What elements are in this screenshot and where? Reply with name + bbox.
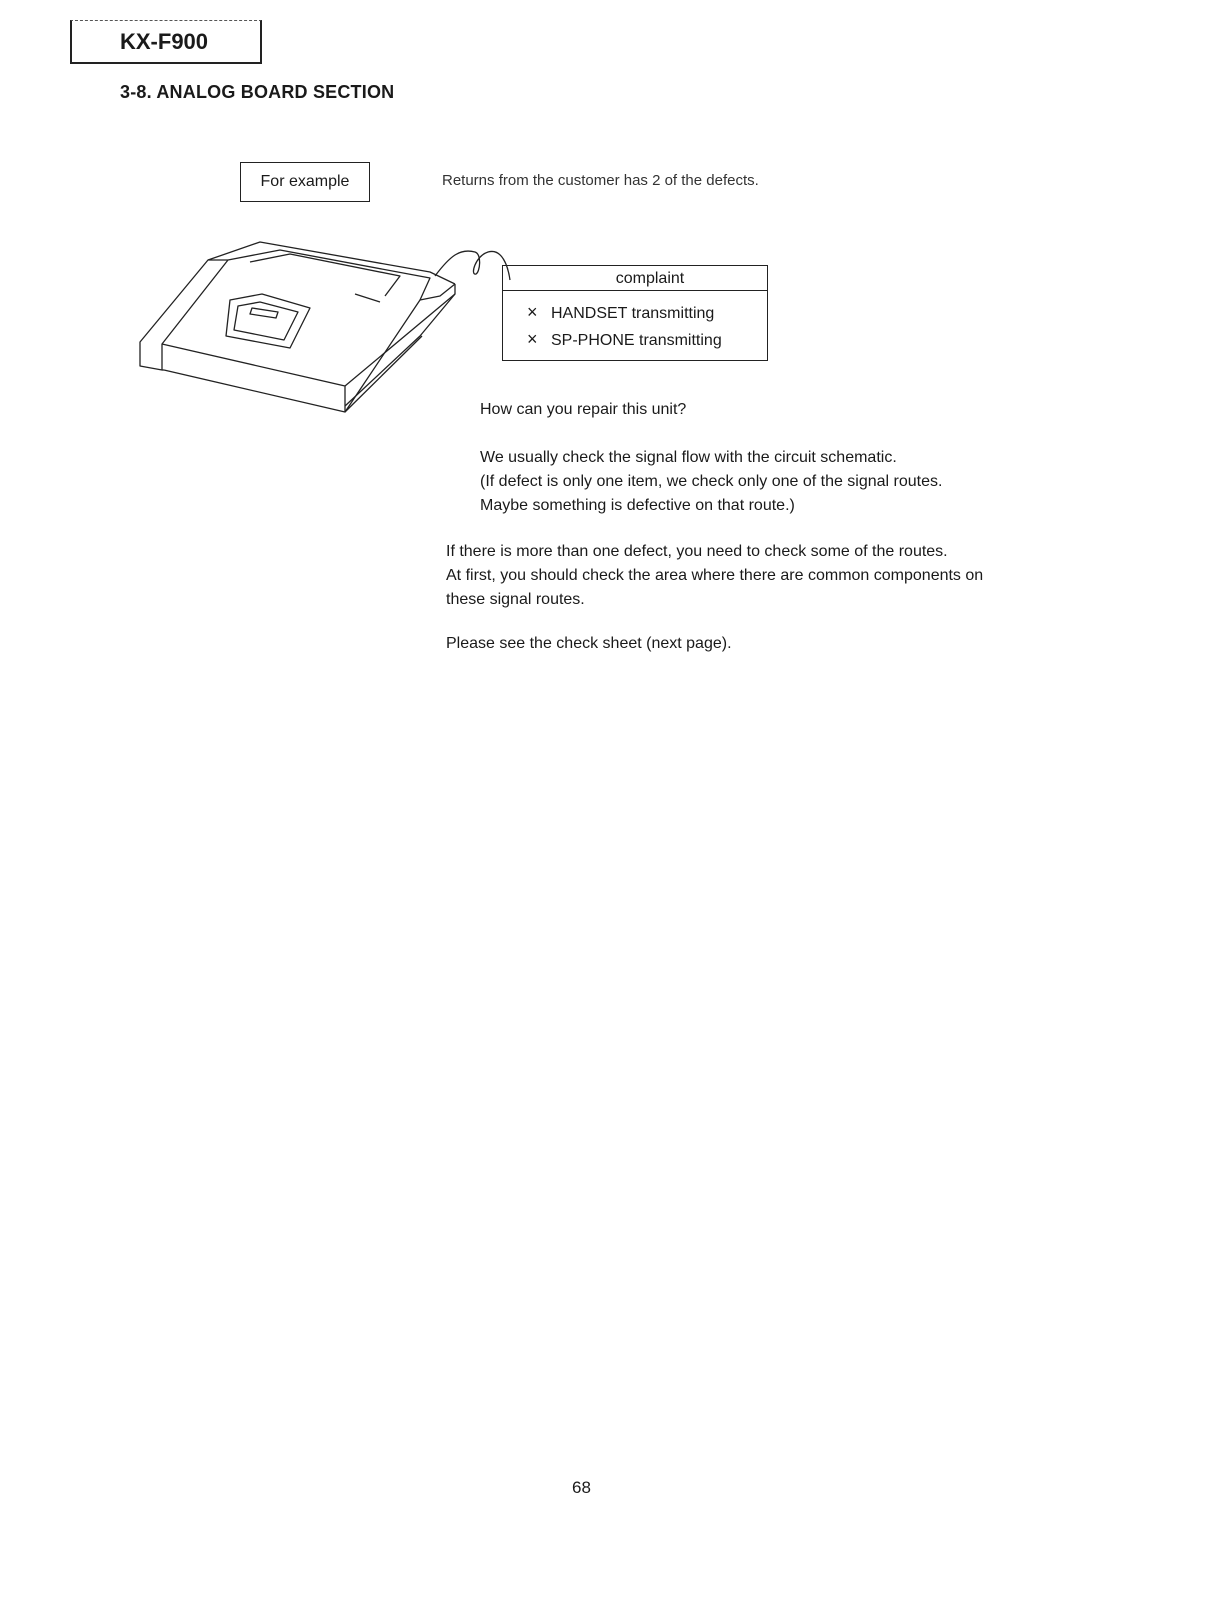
example-label: For example — [260, 173, 350, 190]
multiple-defect-paragraph — [446, 540, 983, 612]
fax-machine-illustration — [130, 236, 530, 416]
section-title: 3-8. ANALOG BOARD SECTION — [120, 82, 395, 102]
returns-description: Returns from the customer has 2 of the defects. — [442, 172, 759, 189]
complaint-item-label: HANDSET transmitting — [551, 305, 715, 322]
model-label: KX-F900 — [120, 29, 209, 54]
text-line: At first, you should check the area where there are common components on — [446, 567, 984, 584]
defect-x-icon: × — [527, 329, 538, 349]
text-line: We usually check the signal flow with the circuit schematic. — [480, 449, 897, 466]
complaint-header: complaint — [503, 266, 767, 291]
complaint-item-label: SP-PHONE transmitting — [551, 332, 722, 349]
text-line: these signal routes. — [446, 591, 585, 608]
check-sheet-note: Please see the check sheet (next page). — [446, 635, 732, 652]
page-number: 68 — [572, 1478, 591, 1497]
model-label-box — [70, 20, 262, 64]
signal-flow-paragraph — [480, 446, 942, 518]
defect-x-icon: × — [527, 302, 538, 322]
repair-question: How can you repair this unit? — [480, 401, 687, 418]
complaint-item-handset — [527, 302, 714, 323]
text-line: (If defect is only one item, we check only one of the signal routes. — [480, 473, 943, 490]
text-line: Maybe something is defective on that route.) — [480, 497, 795, 514]
text-line: If there is more than one defect, you need to check some of the routes. — [446, 543, 948, 560]
complaint-item-spphone — [527, 329, 722, 350]
example-label-box — [240, 162, 370, 202]
complaint-box — [502, 265, 768, 361]
